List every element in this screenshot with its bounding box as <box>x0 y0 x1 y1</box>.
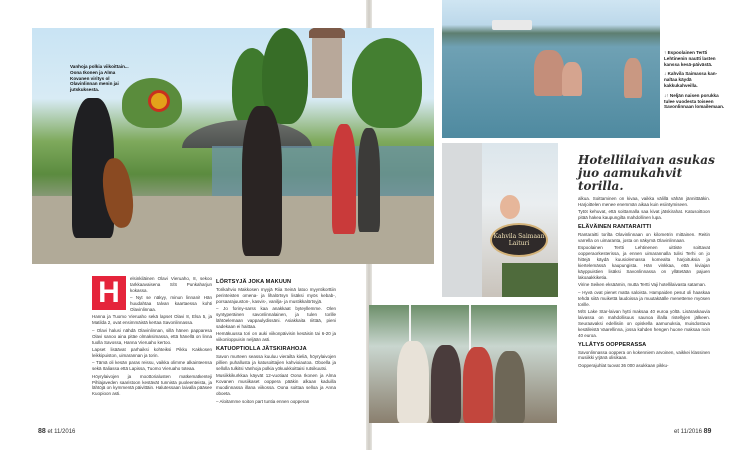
section-heading: YLLÄTYS OOPPERASSA <box>578 341 647 348</box>
paragraph: – Olavi halusi nähdä Olavinlinnan, sillä hänen papparesa Olavi sanoo aina pitäe olmaksimassa, että hänellä on linna tuolla Savossa, Hanna Vieruaho kertoo. <box>92 327 212 345</box>
drop-cap: H <box>92 276 126 310</box>
boat-icon <box>492 20 532 30</box>
paragraph: Savon murteen seassa kuuluu vierailta kieliä, höyrylaivojen pillien puhallusta ja katusoittajien kahvioiautoa. Oboella ja sellolla tulkitsi Vanhoja polkia yökuukkoittaisi rutsikuutsi. <box>216 354 336 371</box>
paragraph: Oopperajuhlat tuovat 36 000 asukkaan pikku- <box>578 362 669 368</box>
sign-icon <box>148 90 170 112</box>
woman-figure <box>463 347 493 423</box>
section-heading: ELÄVÄINEN RANTARAITTI <box>578 224 652 231</box>
oboist-figure <box>242 106 282 256</box>
caption-swimming: ↑ Espoolainen Tertti Lehtinenin nautti lasten kanssa kesä-päivästä. <box>664 50 716 67</box>
caption-cafe: ↓ Kahvila Saimassa kan-naltaa käydä kakkukahveilla. <box>664 71 718 88</box>
section-heading: LÖRTSYJÄ JOKA MAKUUN <box>216 279 292 285</box>
paragraph: Torikahvio Makkosen myyjä Riia Seinä latoo myyntikorttiin perinteisten omena- ja lihalörtsyn lisäksi myös kebab-, porsaarajuuston-, kasvis-, vanilja- ja mustikkalörtsyjä. <box>216 287 336 304</box>
paragraph: – Tämä oli kesän paras reissu, vaikka olimme alkainteensa sekä Italiassa että Lapissa, Tuomo Vieruaho toteaa. <box>92 360 212 372</box>
cafe-sign: Kahvila Saimaan Laituri <box>490 223 548 257</box>
sign-figure <box>500 195 520 219</box>
paragraph: Espoolainen Tertti Lehtinenen uittiste soittavat oopperaorkesterissa, ja ennen uimarannalla tulisi Terhi on jo hittejä käydä kuusiolemassa komealta harjoituksia ja kiertelemässä kaupungista. Hän vinkkaa, että kiviajan käyppuistien lisäksi Savonlinnassa on yllätetään pajuen lakoaakkiketia. <box>578 245 710 280</box>
paragraph: – Aloitamme soiton part tuntia ennen oopperan <box>216 398 310 404</box>
woman-figure <box>431 345 461 423</box>
paragraph: alkua. Soittaminen on kivaa, vaikka välillä vähän jännittääkin. Harjoittelen menee enemmän aikaa kuin esiintymiseen. <box>578 196 710 207</box>
pedestrian-figure <box>332 124 356 234</box>
paragraph: Hemäkuussa tori on auki viikonpäivisin kesäisin tai 6-20 ja viikonloppuisin neljään asti. <box>216 331 336 343</box>
paragraph: Höyrylaivojen ja moottorialusten matkematkenteji Pihlajaveden saaristoon kestävät tunnista puoleenteista, ja lähtöjä on kymmentä päivittäin. Halutessaan laivalla pääsee Kuopioon asti. <box>92 373 212 397</box>
page-number: 88 <box>38 428 46 435</box>
castle-tower <box>312 36 342 98</box>
photo-cafe-sign <box>442 143 558 297</box>
article-column-1 <box>92 276 212 399</box>
child-figure <box>562 62 582 96</box>
magazine-issue: et 11/2016 <box>47 429 76 435</box>
woman-figure <box>495 351 525 423</box>
photo-swimming <box>442 0 660 138</box>
paragraph: – Jo foriny-sarss kaa anakkaat byteyllemme. Olen syntyperäinen savonlinnalainen, ja tulen torille lähtöelemaan vappaulydissäni. Asiakkaita riittää, pieni sadekaan ei haittaa. <box>216 306 336 329</box>
paragraph: M/S Lake Star-laivan hytti maksaa 40 euroa yöltä. Lisäraskauvia laivassa on mahdollisuus saunoa illalla ristellyjen jälkeen. Seuraavaksi edellisiin on opiskella aamunuksia, muisdostuva kesälleistä Vaarellinna, jossa kahden hengen huone maksaa noin 40 euroa. <box>578 309 710 338</box>
photo-four-women <box>369 305 557 423</box>
woman-figure <box>397 341 429 423</box>
swimmer-figure <box>534 50 564 96</box>
paragraph: elsinkiläinen Olavi Vieruaho, 8, sekoo tarkkaavaisena S/S Punkaharjun kokassa. <box>130 276 212 293</box>
magazine-issue: et 11/2016 <box>674 429 702 435</box>
paragraph: Hanna ja Tuomo Vieruaho sekä lapset Olavi 8, Elsa 5, ja Matilda 2, ovat ensimmäistä kertaa Savonlinnassa. <box>92 314 212 326</box>
section-heading: KATUOPTIOLLA JÄTSKIRAHOJA <box>216 346 307 353</box>
page-number: 89 <box>703 428 712 435</box>
paragraph: Musiikkikurkkaa käyvät 12-vuotiaat Oona Ikonen ja Alma Kovanen musiikaset ooppera pääkin alkaan kaduilla muodinnassa illana viikossa. Oona soittaa selloa ja Anna oboeta. <box>216 373 336 397</box>
pull-quote-headline: Hotellilaivan asukas juo aamukahvit torilla. <box>578 153 715 193</box>
pedestrian-figure <box>358 128 380 232</box>
paragraph: – Hyvä ovat pienet matta saloista. Hampaiden pesut oli haaskaa tehdä siitä muikettä laudoissa ja muutakäälle menetteme myösen torille. <box>578 289 710 307</box>
tree <box>352 38 422 128</box>
building-wall <box>442 143 482 297</box>
paragraph: Lapset lisäävat parhaiksi kohteiksi Pikku Kakkosen leikkipuiston, uimarannan ja torin. <box>92 346 212 358</box>
main-photo-caption: Vanhoja polkia viikoittain... Oona Ikonen ja Alma Kovanen viritys ol Olavinlinnan menin jai jutskuksesta. <box>70 64 129 93</box>
paragraph: Tytöt kehuvat, että soittamalla saa kivat jätskirahat. Katusoittoon pitää hakea kaupungilta mahdollinen lupa. <box>578 209 710 221</box>
paragraph: Savonlinnassa ooppera on kokenniem arvoinen, vaikkei klassinen musiikki yrjänä olisikaan. <box>578 349 710 361</box>
main-photo-musicians <box>32 28 434 264</box>
paragraph: – Nyt se näkyy, minun linnani! Hän huudahtaa talvan kaartaessa kohti Olavinlinnaa. <box>130 295 212 313</box>
article-column-2 <box>216 276 336 406</box>
caption-women: ↓↑ Neljän naisen porukka tulee vuodesta toiseen Savonlinnaan lomailemaan. <box>664 92 725 110</box>
right-captions <box>664 50 726 114</box>
folio-left <box>38 428 75 435</box>
child-figure <box>624 58 642 98</box>
article-column-3 <box>578 196 710 370</box>
paragraph: Rantaraitti torilta Olavinlinnaan on kilometrin mittainen. Reitin varrella on uimaranta, josta on näkymä Olavinlinnaan. <box>578 232 710 244</box>
greenery <box>502 263 558 297</box>
folio-right <box>674 428 711 435</box>
paragraph: Virine Seiken eksäämin, mutta Tertti Vaji hotellilaivasta sataman. <box>578 282 707 288</box>
